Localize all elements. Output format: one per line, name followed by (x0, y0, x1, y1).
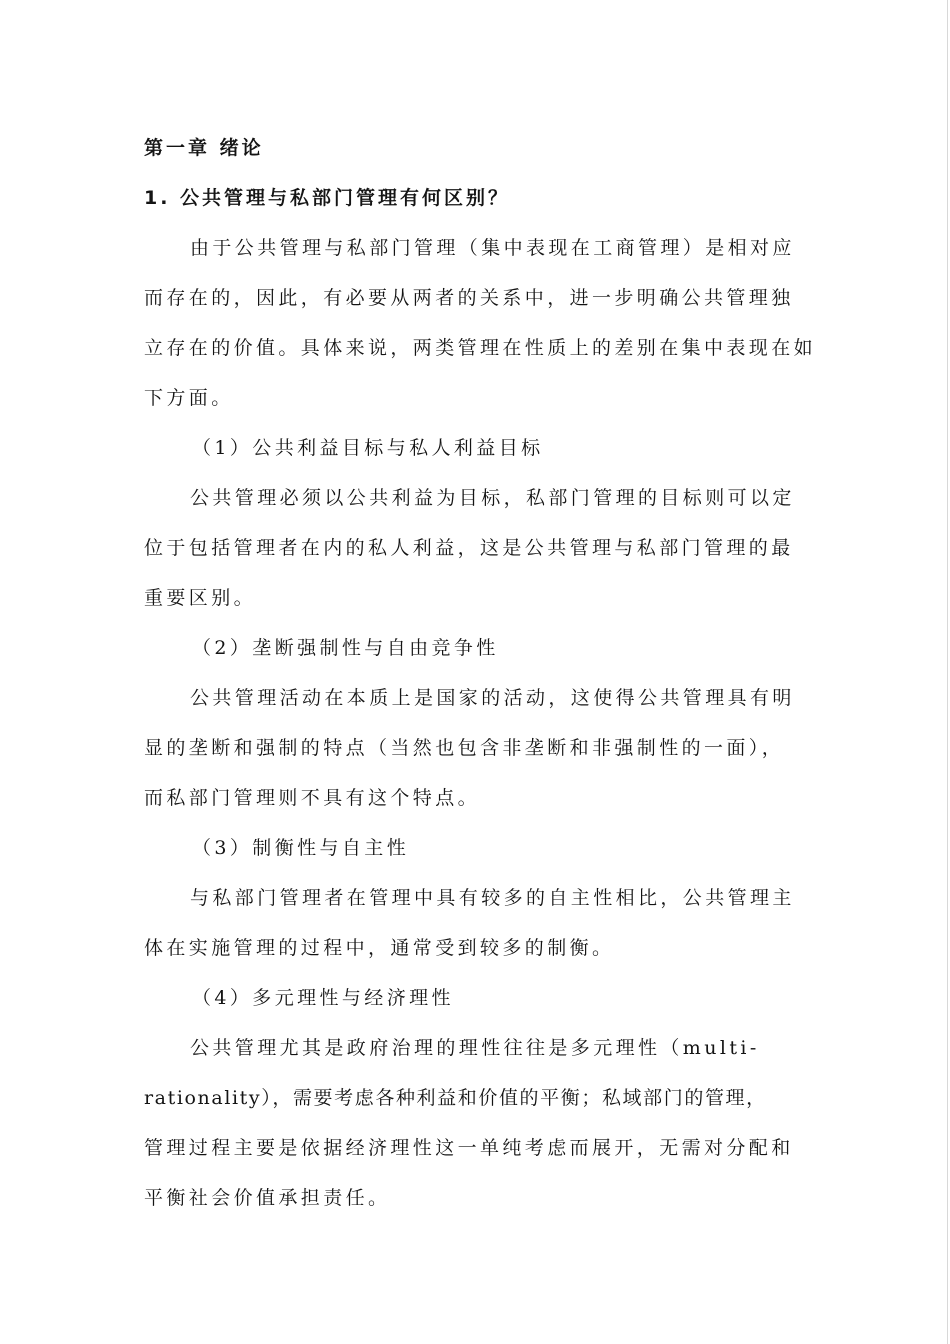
paragraph-line: 管理过程主要是依据经济理性这一单纯考虑而展开，无需对分配和 (144, 1137, 794, 1159)
section-heading: （3）制衡性与自主性 (192, 837, 410, 859)
paragraph-line: 重要区别。 (144, 587, 257, 609)
paragraph-line: 体在实施管理的过程中，通常受到较多的制衡。 (144, 937, 615, 959)
document-body (144, 128, 824, 1228)
paragraph-line: 显的垄断和强制的特点（当然也包含非垄断和非强制性的一面）， (144, 737, 785, 759)
intro-line: 下方面。 (144, 387, 234, 409)
paragraph-line: 公共管理活动在本质上是国家的活动，这使得公共管理具有明 (190, 687, 795, 709)
section-heading: （4）多元理性与经济理性 (192, 987, 454, 1009)
chapter-title: 第一章 绪论 (144, 137, 264, 159)
paragraph-line: 与私部门管理者在管理中具有较多的自主性相比，公共管理主 (190, 887, 795, 909)
intro-line: 由于公共管理与私部门管理（集中表现在工商管理）是相对应 (190, 237, 795, 259)
paragraph-line: 而私部门管理则不具有这个特点。 (144, 787, 481, 809)
paragraph-line: rationality），需要考虑各种利益和价值的平衡；私域部门的管理， (144, 1087, 767, 1109)
section-heading: （1）公共利益目标与私人利益目标 (192, 437, 544, 459)
paragraph-line: 平衡社会价值承担责任。 (144, 1187, 391, 1209)
intro-line: 立存在的价值。具体来说，两类管理在性质上的差别在集中表现在如 (144, 337, 817, 359)
paragraph-line: 公共管理尤其是政府治理的理性往往是多元理性（multi- (190, 1037, 760, 1059)
intro-line: 而存在的，因此，有必要从两者的关系中，进一步明确公共管理独 (144, 287, 794, 309)
section-heading: （2）垄断强制性与自由竞争性 (192, 637, 499, 659)
page-edge-line (947, 0, 948, 1344)
paragraph-line: 公共管理必须以公共利益为目标，私部门管理的目标则可以定 (190, 487, 795, 509)
question-title: 1. 公共管理与私部门管理有何区别？ (144, 187, 511, 209)
paragraph-line: 位于包括管理者在内的私人利益，这是公共管理与私部门管理的最 (144, 537, 794, 559)
